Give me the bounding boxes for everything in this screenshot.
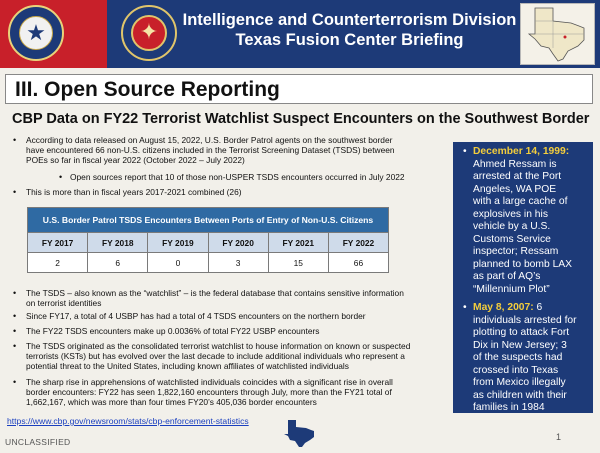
sidebar-line: with a large cache of (473, 196, 568, 207)
table-row (28, 252, 388, 272)
sidebar-line: families in 1984 (473, 402, 545, 413)
sidebar-line: Ahmed Ressam is (473, 158, 557, 170)
bullet-dot-icon: • (13, 377, 17, 387)
classification-label: UNCLASSIFIED (5, 437, 71, 447)
sidebar-item (463, 302, 587, 415)
bullet-dot-icon: • (463, 302, 467, 313)
sidebar-line: planned to bomb LAX (473, 258, 573, 270)
section-title: III. Open Source Reporting (15, 78, 280, 101)
header-title-line2: Texas Fusion Center Briefing (235, 31, 464, 49)
sidebar-line: of the suspects had (473, 352, 563, 363)
table-header-cell: FY 2019 (147, 232, 207, 252)
bullet-line: Open sources report that 10 of those non-USPER TSDS encounters occurred in July 2022 (70, 172, 405, 182)
bullet-item (13, 135, 395, 165)
sub-bullet-item (59, 172, 405, 182)
bullet-line: have encountered 66 non-U.S. citizens included in the Terrorist Screening Dataset (TSDS) between (26, 145, 395, 155)
table-header-cell: FY 2020 (208, 232, 268, 252)
bullet-line: on terrorist identities (26, 298, 102, 308)
table-cell: 6 (87, 252, 147, 272)
bullet-line: This is more than in fiscal years 2017-2021 combined (26) (26, 187, 242, 197)
table-cell: 2 (28, 252, 87, 272)
tsds-encounters-table (27, 207, 389, 273)
bullet-dot-icon: • (463, 146, 467, 157)
table-header-cell: FY 2021 (268, 232, 328, 252)
bullet-item (13, 377, 393, 407)
sidebar-item (463, 146, 587, 296)
ictd-seal-icon: ✦ (121, 5, 177, 61)
texas-star-icon (280, 418, 320, 448)
sidebar-line: “Millennium Plot” (473, 283, 550, 295)
bullet-line: According to data released on August 15, 2022, U.S. Border Patrol agents on the southwest border (26, 135, 393, 145)
sidebar-line: crossed into Texas (473, 364, 559, 376)
sidebar-line: vehicle by a U.S. (473, 221, 551, 232)
table-title: U.S. Border Patrol TSDS Encounters Between Ports of Entry of Non-U.S. Citizens (28, 208, 388, 232)
bullet-line: border encounters: FY22 has seen 1,822,160 encounters through July, more than the FY21 total of (26, 387, 392, 397)
bullet-item (13, 326, 320, 336)
header-title-line1: Intelligence and Counterterrorism Division (182, 11, 517, 29)
table-header-row (28, 232, 388, 252)
sidebar-line: as children with their (473, 389, 567, 401)
bullet-line: The FY22 TSDS encounters make up 0.0036% of total FY22 USBP encounters (26, 326, 320, 336)
sidebar-line: inspector; Ressam (473, 246, 559, 257)
sidebar-line: plotting to attack Fort (473, 327, 570, 338)
bullet-line: terrorists (KSTs) but has evolved over the last decade to include additional individuals who represent a (26, 351, 405, 361)
table-cell: 66 (328, 252, 388, 272)
sidebar-line: individuals arrested for (473, 314, 577, 326)
texas-map-icon (520, 3, 595, 65)
bullet-line: 1,662,167, which was more than four times FY20’s 405,036 border encounters (26, 397, 317, 407)
sidebar-item-date: May 8, 2007: (473, 302, 534, 313)
table-cell: 3 (208, 252, 268, 272)
sidebar-line: Dix in New Jersey; 3 (473, 339, 567, 351)
header-title (182, 10, 517, 50)
bullet-item (13, 288, 404, 308)
bullet-line: The sharp rise in apprehensions of watchlisted individuals coincides with a significant rise in overall (26, 377, 393, 387)
sidebar-line: from Mexico illegally (473, 377, 566, 388)
bullet-line: potential threat to the United States, including known affiliates of watchlisted individuals (26, 361, 349, 371)
sidebar-line: as part of AQ’s (473, 271, 541, 282)
sidebar-line: explosives in his (473, 208, 548, 220)
section-bar (5, 74, 593, 104)
slide-title: CBP Data on FY22 Terrorist Watchlist Suspect Encounters on the Southwest Border (12, 111, 590, 127)
source-link[interactable]: https://www.cbp.gov/newsroom/stats/cbp-enforcement-statistics (7, 416, 249, 426)
bullet-item (13, 187, 242, 197)
table-header-cell: FY 2022 (328, 232, 388, 252)
bullet-dot-icon: • (13, 135, 17, 145)
sidebar-line: Angeles, WA POE (473, 183, 557, 195)
sidebar-line: arrested at the Port (473, 171, 562, 182)
timeline-sidebar (453, 142, 593, 413)
table-cell: 0 (147, 252, 207, 272)
bullet-line: The TSDS originated as the consolidated terrorist watchlist to house information on known or suspected (26, 341, 411, 351)
bullet-dot-icon: • (59, 172, 63, 182)
bullet-dot-icon: • (13, 288, 17, 298)
sidebar-line: 6 (533, 302, 543, 313)
texas-dps-seal-icon: ★ (8, 5, 64, 61)
header-banner (0, 0, 600, 68)
bullet-item (13, 311, 366, 321)
bullet-line: POEs so far in fiscal year 2022 (October 2022 – July 2022) (26, 155, 245, 165)
sidebar-line: Customs Service (473, 233, 551, 245)
bullet-dot-icon: • (13, 326, 17, 336)
table-cell: 15 (268, 252, 328, 272)
bullet-dot-icon: • (13, 187, 17, 197)
bullet-line: Since FY17, a total of 4 USBP has had a total of 4 TSDS encounters on the northern border (26, 311, 366, 321)
table-header-cell: FY 2017 (28, 232, 87, 252)
bullet-line: The TSDS – also known as the “watchlist” – is the federal database that contains sensitive information (26, 288, 404, 298)
bullet-dot-icon: • (13, 341, 17, 351)
page-number: 1 (556, 432, 562, 442)
bullet-dot-icon: • (13, 311, 17, 321)
bullet-item (13, 341, 411, 371)
sidebar-item-date: December 14, 1999: (473, 146, 570, 157)
table-header-cell: FY 2018 (87, 232, 147, 252)
